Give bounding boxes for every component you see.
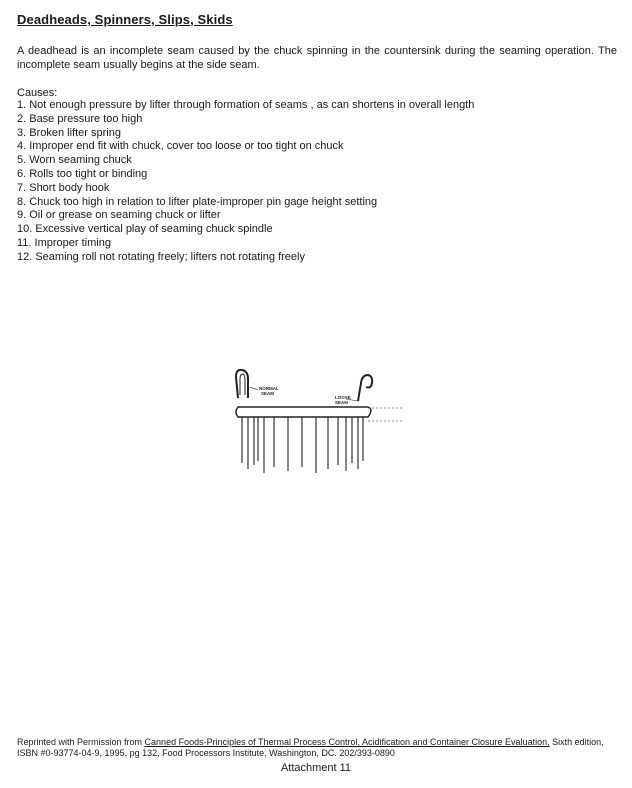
loose-seam-label: LOOSE: [335, 395, 351, 400]
can-seam-drawing: [228, 365, 408, 480]
can-rim: [236, 407, 371, 417]
list-item: 8. Chuck too high in relation to lifter plate-improper pin gage height setting: [17, 195, 378, 208]
loose-seam-label-2: SEAM: [335, 400, 349, 405]
credit-suffix: Sixth edition, ISBN #0-93774-04-9, 1995, pg 132, Food Processors Institute, Washington, DC. 202/393-0890: [17, 737, 604, 758]
seam-illustration: [228, 365, 408, 480]
list-item: 9. Oil or grease on seaming chuck or lifter: [17, 209, 221, 222]
list-item: 12. Seaming roll not rotating freely; lifters not rotating freely: [17, 250, 305, 263]
loose-seam-shape: [358, 375, 372, 401]
list-item: 2. Base pressure too high: [17, 112, 143, 125]
list-item: 11. Improper timing: [17, 236, 111, 249]
page-title: Deadheads, Spinners, Slips, Skids: [17, 12, 233, 27]
list-item: 1. Not enough pressure by lifter through formation of seams , as can shortens in overall length: [17, 99, 475, 111]
normal-seam-label: NORMAL: [259, 386, 279, 391]
causes-list: [17, 99, 474, 265]
book-title: Canned Foods-Principles of Thermal Process Control, Acidification and Container Closure Evaluation,: [144, 737, 550, 747]
normal-seam-label-2: SEAM: [261, 391, 275, 396]
reprint-credit: [17, 737, 617, 759]
can-body: [242, 417, 363, 473]
list-item: 7. Short body hook: [17, 181, 110, 194]
list-item: 6. Rolls too tight or binding: [17, 167, 148, 180]
causes-heading: Causes:: [17, 87, 58, 99]
list-item: 3. Broken lifter spring: [17, 126, 121, 139]
intro-paragraph: A deadhead is an incomplete seam caused by the chuck spinning in the countersink during the seaming operation. The incomplete seam usually begins at the side seam.: [17, 45, 617, 71]
list-item: 4. Improper end fit with chuck, cover too loose or too tight on chuck: [17, 140, 344, 153]
list-item: 10. Excessive vertical play of seaming chuck spindle: [17, 223, 273, 236]
attachment-label: Attachment 11: [280, 762, 352, 774]
credit-prefix: Reprinted with Permission from: [17, 737, 145, 747]
list-item: 5. Worn seaming chuck: [17, 154, 132, 167]
